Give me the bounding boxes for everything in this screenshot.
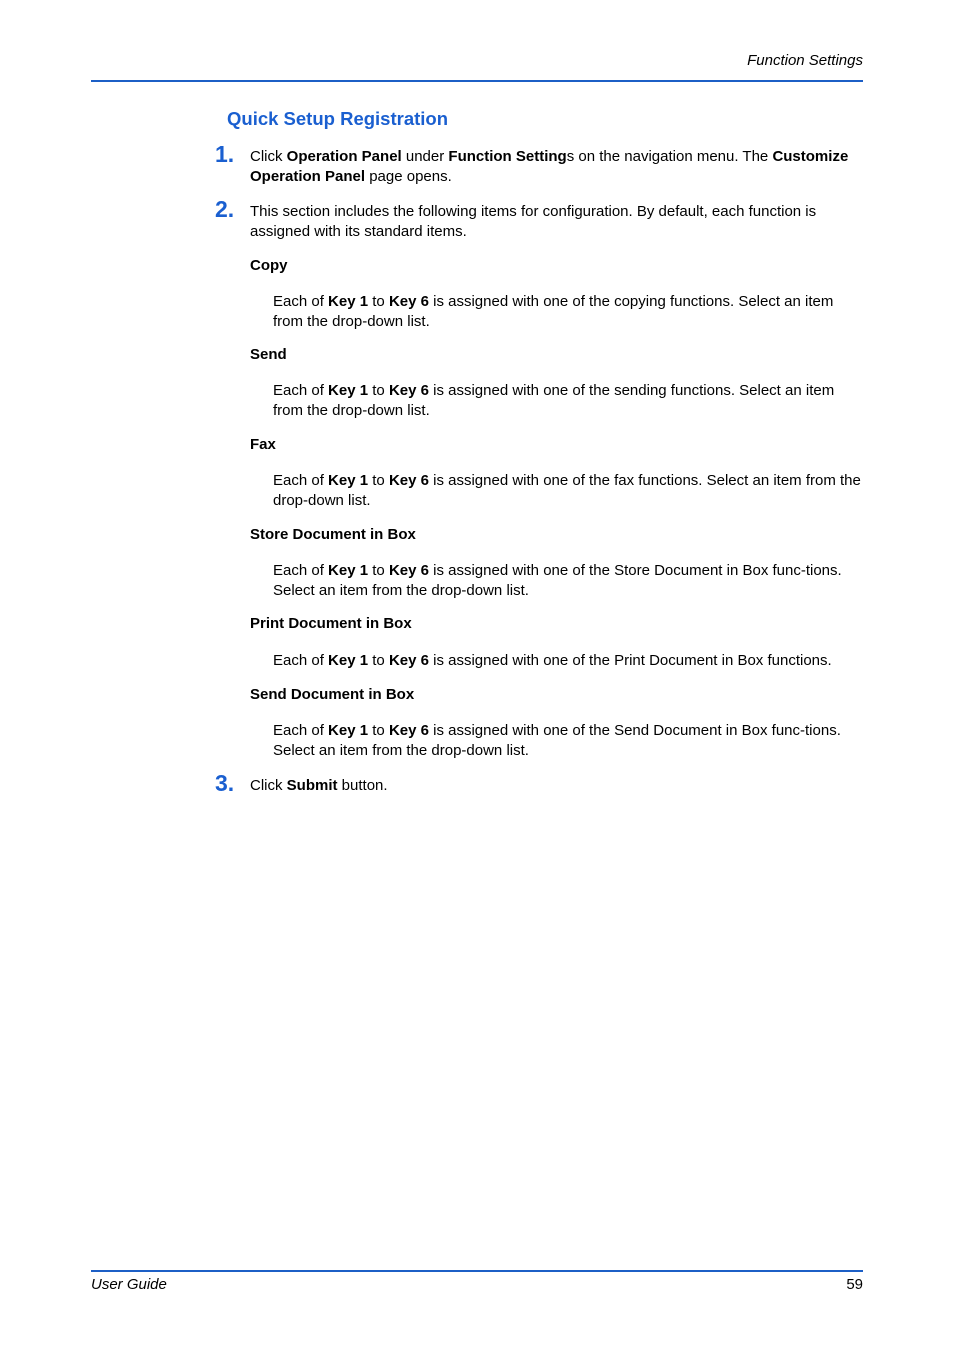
step-3-text: Click Submit button.	[250, 777, 388, 794]
item-send-document-title: Send Document in Box	[250, 686, 415, 703]
item-send-desc: Each of Key 1 to Key 6 is assigned with one of the sending functions. Select an item from the drop-down list.	[273, 382, 835, 419]
item-print-document-title: Print Document in Box	[250, 615, 412, 632]
function-settings-term: Function Setting	[448, 148, 567, 165]
item-send-title: Send	[250, 346, 287, 363]
step-2-number: 2.	[215, 196, 235, 222]
step-3-number: 3.	[215, 770, 235, 796]
item-copy-title: Copy	[250, 257, 288, 274]
footer-rule	[91, 1270, 863, 1272]
section-title: Quick Setup Registration	[227, 108, 449, 129]
item-store-document-title: Store Document in Box	[250, 526, 416, 543]
item-fax-title: Fax	[250, 436, 276, 453]
customize-operation-panel-term: Customize Operation Panel	[250, 148, 849, 185]
item-send-document-desc: Each of Key 1 to Key 6 is assigned with one of the Send Document in Box func-tions. Select an item from the drop-down list.	[273, 722, 841, 759]
operation-panel-term: Operation Panel	[286, 148, 402, 165]
item-store-document-desc: Each of Key 1 to Key 6 is assigned with one of the Store Document in Box func-tions. Select an item from the drop-down list.	[273, 562, 842, 599]
footer-doc-title: User Guide	[91, 1276, 167, 1293]
step-1-text: Click Operation Panel under Function Settings on the navigation menu. The Customize Operation Panel page opens.	[250, 148, 849, 185]
item-copy-desc: Each of Key 1 to Key 6 is assigned with one of the copying functions. Select an item from the drop-down list.	[273, 293, 834, 330]
page-number: 59	[846, 1276, 863, 1293]
item-fax-desc: Each of Key 1 to Key 6 is assigned with one of the fax functions. Select an item from the drop-down list.	[273, 472, 861, 509]
step-1-number: 1.	[215, 141, 235, 167]
item-print-document-desc: Each of Key 1 to Key 6 is assigned with one of the Print Document in Box functions.	[273, 652, 832, 669]
header-rule	[91, 80, 863, 82]
header-title: Function Settings	[747, 52, 863, 69]
step-2-text: This section includes the following items for configuration. By default, each function is assigned with its standard items.	[250, 203, 817, 240]
submit-term: Submit	[286, 777, 338, 794]
